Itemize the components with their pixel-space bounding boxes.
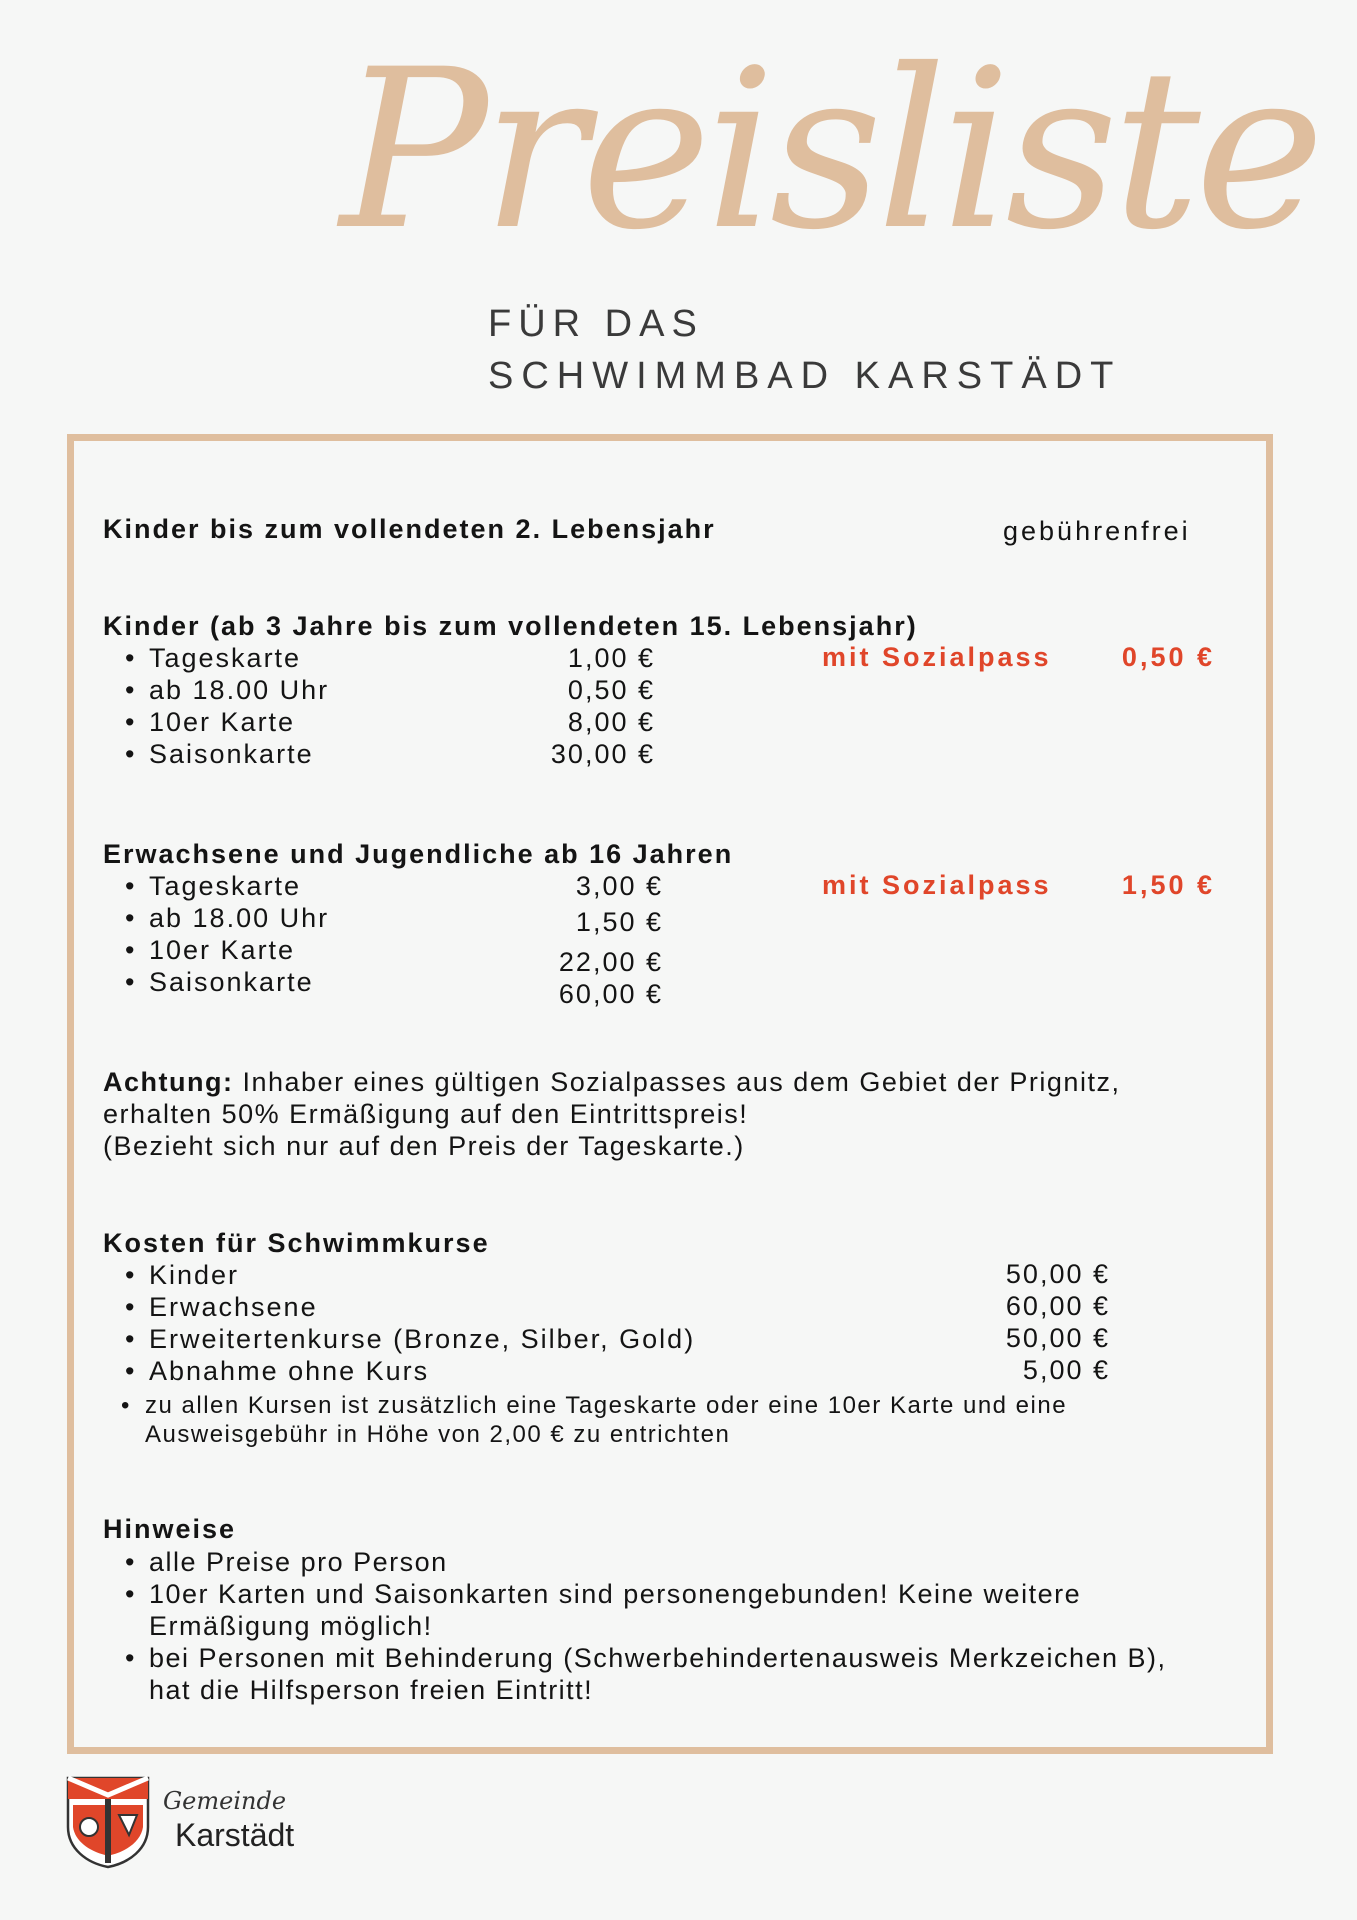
list-item: • 10er Karte: [103, 934, 523, 966]
list-item: • Tageskarte: [103, 870, 523, 902]
bullet-icon: •: [125, 1579, 136, 1609]
course-price-kinder: 50,00 €: [1005, 1259, 1110, 1289]
logo-name-text: Karstädt: [175, 1817, 295, 1853]
courses-note-line-1: zu allen Kursen ist zusätzlich eine Tageskarte oder eine 10er Karte und eine: [145, 1392, 1068, 1419]
bullet-icon: •: [125, 1643, 136, 1673]
list-item: [103, 1642, 1167, 1706]
children-list: [103, 642, 523, 770]
children-price-evening: 0,50 €: [567, 675, 655, 705]
hints-list: [103, 1546, 1167, 1706]
list-item: • Tageskarte: [103, 642, 523, 674]
logo-script-text: Gemeinde: [163, 1787, 287, 1815]
list-item: • Abnahme ohne Kurs: [103, 1355, 803, 1387]
list-item: • ab 18.00 Uhr: [103, 902, 523, 934]
adults-price-tageskarte: 3,00 €: [575, 871, 663, 901]
children-heading: Kinder (ab 3 Jahre bis zum vollendeten 15. Lebensjahr): [103, 611, 918, 641]
adults-price-saison: 60,00 €: [558, 979, 663, 1009]
bullet-icon: •: [125, 1547, 136, 1577]
list-item: • Kinder: [103, 1259, 803, 1291]
hint-text: Ermäßigung möglich!: [149, 1611, 433, 1641]
courses-note-line-2: Ausweisgebühr in Höhe von 2,00 € zu entrichten: [145, 1421, 731, 1448]
infants-price: gebührenfrei: [1003, 516, 1191, 546]
list-item: • Erweitertenkurse (Bronze, Silber, Gold): [103, 1323, 803, 1355]
courses-heading: Kosten für Schwimmkurse: [103, 1228, 490, 1258]
list-item: [103, 1546, 1167, 1578]
course-price-erwachsene: 60,00 €: [1005, 1291, 1110, 1321]
notice-line-2: erhalten 50% Ermäßigung auf den Eintrittspreis!: [103, 1099, 749, 1129]
municipality-logo: [65, 1775, 325, 1871]
list-item: • ab 18.00 Uhr: [103, 674, 523, 706]
courses-list: [103, 1259, 803, 1387]
coat-of-arms-icon: [65, 1775, 151, 1869]
notice-text-1: Inhaber eines gültigen Sozialpasses aus dem Gebiet der Prignitz,: [242, 1067, 1121, 1097]
hint-text: alle Preise pro Person: [149, 1547, 448, 1577]
infants-label: Kinder bis zum vollendeten 2. Lebensjahr: [103, 514, 716, 544]
list-item: • Erwachsene: [103, 1291, 803, 1323]
adults-list: [103, 870, 523, 998]
course-price-erweitert: 50,00 €: [1005, 1323, 1110, 1353]
adults-price-evening: 1,50 €: [575, 907, 663, 937]
list-item: [103, 1578, 1167, 1642]
children-social-label: mit Sozialpass: [822, 642, 1052, 672]
adults-price-10er: 22,00 €: [558, 947, 663, 977]
hint-text: 10er Karten und Saisonkarten sind personengebunden! Keine weitere: [149, 1579, 1082, 1609]
course-price-abnahme: 5,00 €: [1022, 1355, 1110, 1385]
notice-line-3: (Bezieht sich nur auf den Preis der Tageskarte.): [103, 1131, 745, 1161]
list-item: • Saisonkarte: [103, 738, 523, 770]
children-price-10er: 8,00 €: [567, 707, 655, 737]
adults-heading: Erwachsene und Jugendliche ab 16 Jahren: [103, 839, 734, 869]
subtitle-line-1: FÜR DAS: [488, 303, 704, 345]
page-title-script: Preisliste: [340, 22, 1319, 278]
adults-social-price: 1,50 €: [1121, 870, 1215, 900]
hint-text: hat die Hilfsperson freien Eintritt!: [149, 1675, 594, 1705]
hints-heading: Hinweise: [103, 1514, 237, 1544]
subtitle-line-2: SCHWIMMBAD KARSTÄDT: [488, 355, 1122, 397]
bullet-icon: •: [121, 1392, 131, 1419]
children-social-price: 0,50 €: [1121, 642, 1215, 672]
list-item: • Saisonkarte: [103, 966, 523, 998]
hint-text: bei Personen mit Behinderung (Schwerbehindertenausweis Merkzeichen B),: [149, 1643, 1167, 1673]
adults-social-label: mit Sozialpass: [822, 870, 1052, 900]
children-price-tageskarte: 1,00 €: [567, 643, 655, 673]
notice-label: Achtung:: [103, 1067, 234, 1097]
list-item: • 10er Karte: [103, 706, 523, 738]
courses-note: [103, 1391, 1067, 1449]
children-price-saison: 30,00 €: [550, 739, 655, 769]
notice-line-1: [103, 1066, 1120, 1098]
